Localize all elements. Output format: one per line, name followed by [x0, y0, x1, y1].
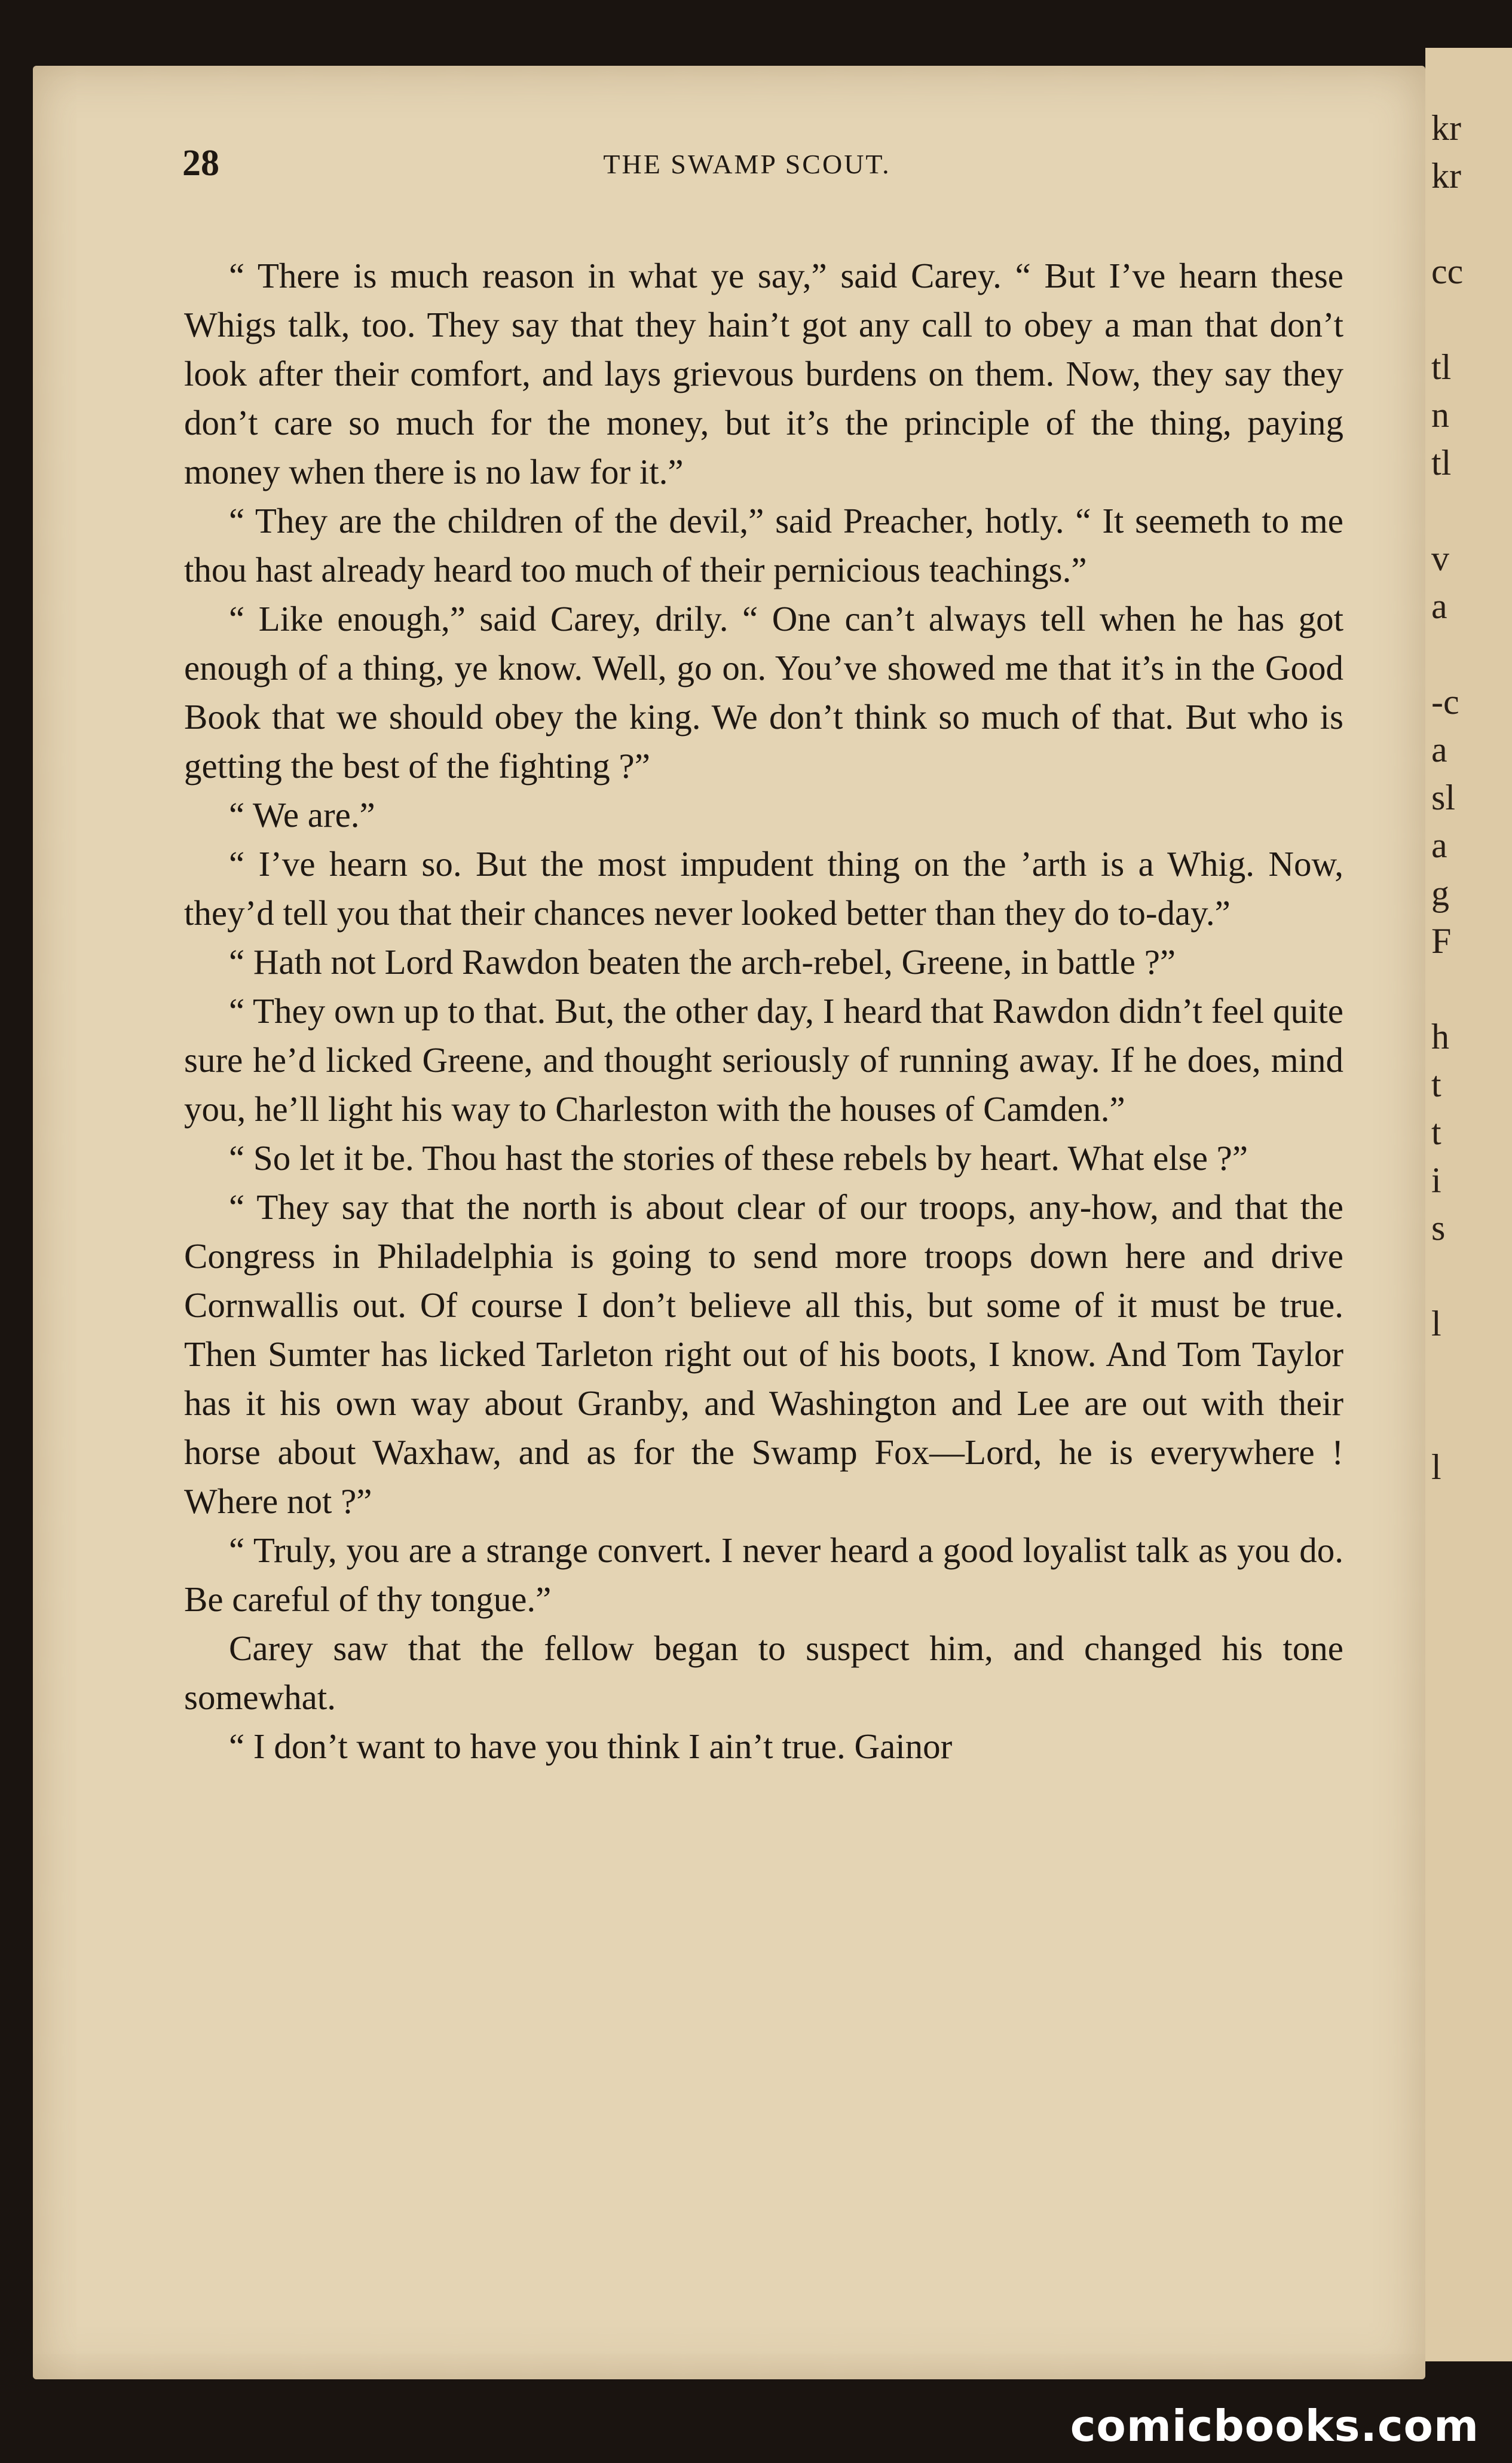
next-page-fragment: s: [1431, 1208, 1446, 1248]
running-title: THE SWAMP SCOUT.: [603, 149, 891, 179]
paragraph: “ They own up to that. But, the other day, I heard that Rawdon didn’t feel quite sure he’d licked Greene, and thought seriously of running away. If he does, mind you, he’ll light his way to Charleston with the houses of Camden.”: [184, 991, 1343, 1129]
next-page-fragment: l: [1431, 1304, 1441, 1343]
next-page-fragment: v: [1431, 539, 1449, 578]
body-text: [184, 251, 1343, 1771]
paragraph: “ They say that the north is about clear of our troops, any-how, and that the Congress in Philadelphia is going to send more troops down here and drive Cornwallis out. Of course I don’t believe all this, but some of it must be true. Then Sumter has licked Tarleton right out of his boots, I know. And Tom Taylor has it his own way about Granby, and Washington and Lee are out with their horse about Waxhaw, and as for the Swamp Fox—Lord, he is everywhere ! Where not ?”: [184, 1187, 1343, 1521]
next-page-fragment: tl: [1431, 347, 1452, 387]
next-page-fragment: F: [1431, 921, 1452, 961]
paragraph: “ So let it be. Thou hast the stories of these rebels by heart. What else ?”: [229, 1138, 1248, 1178]
next-page-fragment: -c: [1431, 682, 1459, 722]
next-page-fragment: tl: [1431, 443, 1452, 482]
page-number: 28: [182, 143, 219, 184]
next-page-fragment: t: [1431, 1113, 1441, 1152]
next-page-fragment: t: [1431, 1065, 1441, 1104]
paragraph: “ I’ve hearn so. But the most impudent thing on the ’arth is a Whig. Now, they’d tell you that their chances never looked better than they do to-day.”: [184, 844, 1343, 933]
paragraph: “ They are the children of the devil,” said Preacher, hotly. “ It seemeth to me thou hast already heard too much of their pernicious teachings.”: [184, 501, 1343, 589]
paragraph: “ Truly, you are a strange convert. I never heard a good loyalist talk as you do. Be careful of thy tongue.”: [184, 1530, 1343, 1619]
paragraph: “ Like enough,” said Carey, drily. “ One can’t always tell when he has got enough of a thing, ye know. Well, go on. You’ve showed me that it’s in the Good Book that we should obey the king. We don’t think so much of that. But who is getting the best of the fighting ?”: [184, 599, 1343, 786]
paragraph: “ There is much reason in what ye say,” said Carey. “ But I’ve hearn these Whigs talk, too. They say that they hain’t got any call to obey a man that don’t look after their comfort, and lays grievous burdens on them. Now, they say they don’t care so much for the money, but it’s the principle of the thing, paying money when there is no law for it.”: [184, 256, 1343, 491]
next-page-fragment: a: [1431, 586, 1447, 626]
next-page-fragment: kr: [1431, 108, 1461, 148]
next-page-fragment: i: [1431, 1160, 1441, 1200]
next-page-fragment: a: [1431, 730, 1447, 769]
adjacent-page-edge: [1425, 48, 1512, 2361]
paragraph: “ We are.”: [229, 795, 375, 835]
next-page-fragment: h: [1431, 1017, 1449, 1056]
next-page-fragment: g: [1431, 873, 1449, 913]
watermark: comicbooks.com: [1070, 2401, 1479, 2451]
next-page-fragment: kr: [1431, 156, 1461, 195]
next-page-fragment: n: [1431, 395, 1449, 435]
paragraph: Carey saw that the fellow began to suspect him, and changed his tone somewhat.: [184, 1628, 1343, 1717]
paragraph: “ Hath not Lord Rawdon beaten the arch-rebel, Greene, in battle ?”: [229, 942, 1176, 982]
paragraph: “ I don’t want to have you think I ain’t true. Gainor: [229, 1726, 953, 1766]
next-page-fragment: cc: [1431, 252, 1464, 291]
page-header: [152, 142, 1342, 196]
next-page-fragment: l: [1431, 1447, 1441, 1487]
next-page-fragment: a: [1431, 826, 1447, 865]
next-page-fragment: sl: [1431, 778, 1456, 817]
